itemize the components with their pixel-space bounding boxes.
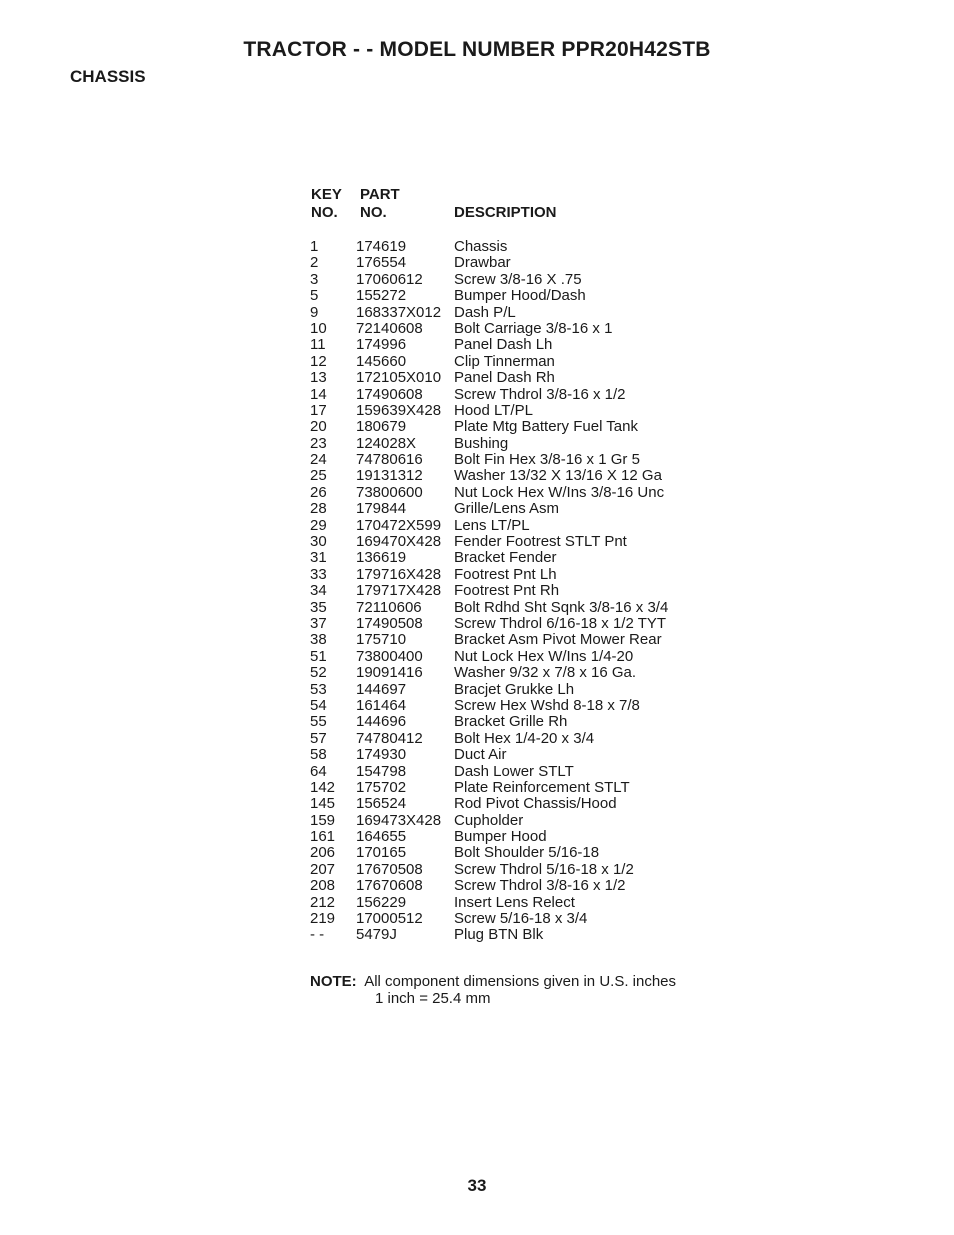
part-no: 174930	[356, 746, 407, 764]
key-no: 20	[310, 418, 327, 436]
part-description: Screw 5/16-18 x 3/4	[454, 910, 588, 928]
note-conversion: 1 inch = 25.4 mm	[375, 989, 491, 1007]
part-no: 17000512	[356, 910, 423, 928]
part-description: Insert Lens Relect	[454, 893, 575, 911]
key-no: 14	[310, 385, 327, 403]
part-description: Dash P/L	[454, 303, 516, 321]
key-no: 37	[310, 614, 327, 632]
key-no: 206	[310, 844, 336, 862]
part-description: Screw Thdrol 6/16-18 x 1/2 TYT	[454, 614, 667, 632]
part-no: 17490608	[356, 385, 423, 403]
part-no: 172105X010	[356, 369, 442, 387]
part-no: 154798	[356, 762, 407, 780]
part-no: 169470X428	[356, 533, 442, 551]
key-no: 38	[310, 631, 327, 649]
part-no: 174996	[356, 336, 407, 354]
key-no: 159	[310, 811, 336, 829]
part-no: 179716X428	[356, 565, 442, 583]
key-no: 54	[310, 696, 327, 714]
key-no-header-line2: NO.	[311, 204, 338, 221]
part-no: 17060612	[356, 270, 423, 288]
note-text: All component dimensions given in U.S. inches	[364, 973, 677, 990]
part-description: Bumper Hood/Dash	[454, 287, 586, 305]
part-no: 176554	[356, 254, 407, 272]
part-no: 170165	[356, 844, 407, 862]
part-description: Washer 13/32 X 13/16 X 12 Ga	[454, 467, 662, 485]
part-description: Plate Reinforcement STLT	[454, 778, 630, 796]
part-description: Bolt Shoulder 5/16-18	[454, 844, 600, 862]
key-no-header-line1: KEY	[311, 186, 342, 203]
part-no: 74780412	[356, 729, 423, 747]
part-no: 164655	[356, 828, 407, 846]
part-no-header-line2: NO.	[360, 204, 387, 221]
key-no: 207	[310, 860, 336, 878]
key-no: 25	[310, 467, 327, 485]
part-description: Panel Dash Lh	[454, 336, 553, 354]
part-description: Bracjet Grukke Lh	[454, 680, 575, 698]
part-description: Chassis	[454, 238, 508, 255]
part-no: 170472X599	[356, 516, 442, 534]
part-description: Duct Air	[454, 746, 507, 764]
part-no: 155272	[356, 287, 407, 305]
key-no: 3	[310, 270, 319, 288]
key-no: 52	[310, 664, 327, 682]
key-no: 13	[310, 369, 327, 387]
part-no: 145660	[356, 352, 407, 370]
key-no: 208	[310, 877, 336, 895]
part-description: Footrest Pnt Rh	[454, 582, 560, 600]
part-no: 159639X428	[356, 401, 442, 419]
part-no: 73800600	[356, 483, 423, 501]
part-description: Nut Lock Hex W/Ins 1/4-20	[454, 647, 634, 665]
key-no: 9	[310, 303, 319, 321]
key-no: 35	[310, 598, 327, 616]
key-no: 34	[310, 582, 327, 600]
key-no: 12	[310, 352, 327, 370]
key-no: 58	[310, 746, 327, 764]
key-no: 212	[310, 893, 336, 911]
part-no: 19131312	[356, 467, 423, 485]
key-no: 17	[310, 401, 327, 419]
key-no: 10	[310, 319, 327, 337]
part-no: 74780616	[356, 451, 423, 469]
part-no: 144697	[356, 680, 407, 698]
key-no: 11	[310, 336, 326, 354]
part-no: 144696	[356, 713, 407, 731]
key-no: 161	[310, 828, 336, 846]
part-no: 156229	[356, 893, 407, 911]
part-description: Bolt Hex 1/4-20 x 3/4	[454, 729, 595, 747]
key-no: 26	[310, 483, 327, 501]
part-description: Bolt Fin Hex 3/8-16 x 1 Gr 5	[454, 451, 640, 469]
key-no: 64	[310, 762, 327, 780]
part-description: Plug BTN Blk	[454, 926, 544, 944]
part-no: 169473X428	[356, 811, 442, 829]
part-description: Footrest Pnt Lh	[454, 565, 557, 583]
part-description: Washer 9/32 x 7/8 x 16 Ga.	[454, 664, 637, 682]
part-description: Screw 3/8-16 X .75	[454, 270, 582, 288]
part-description: Rod Pivot Chassis/Hood	[454, 795, 617, 813]
page-number: 33	[467, 1176, 487, 1195]
part-description: Bolt Rdhd Sht Sqnk 3/8-16 x 3/4	[454, 598, 669, 616]
part-description: Plate Mtg Battery Fuel Tank	[454, 418, 638, 436]
key-no: 24	[310, 451, 327, 469]
part-no: 73800400	[356, 647, 423, 665]
part-no: 179844	[356, 500, 407, 518]
section-heading: CHASSIS	[70, 67, 146, 86]
part-no: 180679	[356, 418, 407, 436]
key-no: 142	[310, 778, 336, 796]
key-no: 2	[310, 254, 319, 272]
part-no: 161464	[356, 696, 407, 714]
part-no: 19091416	[356, 664, 423, 682]
part-description: Bracket Fender	[454, 549, 557, 567]
key-no: 55	[310, 713, 327, 731]
key-no: 33	[310, 565, 327, 583]
key-no: 1	[310, 238, 319, 255]
part-description: Bracket Grille Rh	[454, 713, 568, 731]
part-no: 156524	[356, 795, 407, 813]
part-no: 5479J	[356, 926, 397, 944]
part-description: Drawbar	[454, 254, 511, 272]
part-description: Screw Thdrol 3/8-16 x 1/2	[454, 877, 626, 895]
part-no: 17670508	[356, 860, 423, 878]
page-title: TRACTOR - - MODEL NUMBER PPR20H42STB	[243, 38, 711, 61]
key-no: 30	[310, 533, 327, 551]
part-no: 136619	[356, 549, 407, 567]
key-no: 28	[310, 500, 327, 518]
key-no: 53	[310, 680, 327, 698]
part-no: 72140608	[356, 319, 423, 337]
part-no: 175710	[356, 631, 407, 649]
part-description: Lens LT/PL	[454, 516, 530, 534]
part-description: Grille/Lens Asm	[454, 500, 560, 518]
part-description: Screw Thdrol 5/16-18 x 1/2	[454, 860, 634, 878]
part-description: Bracket Asm Pivot Mower Rear	[454, 631, 662, 649]
part-description: Bushing	[454, 434, 509, 452]
part-description: Bolt Carriage 3/8-16 x 1	[454, 319, 613, 337]
part-description: Panel Dash Rh	[454, 369, 555, 387]
part-no: 168337X012	[356, 303, 442, 321]
part-no: 17670608	[356, 877, 423, 895]
key-no: 5	[310, 287, 319, 305]
note-label: NOTE:	[310, 973, 357, 990]
key-no: 57	[310, 729, 327, 747]
key-no: 145	[310, 795, 336, 813]
key-no: 31	[310, 549, 327, 567]
part-description: Nut Lock Hex W/Ins 3/8-16 Unc	[454, 483, 665, 501]
key-no: 29	[310, 516, 327, 534]
part-description: Fender Footrest STLT Pnt	[454, 533, 627, 551]
description-header: DESCRIPTION	[454, 204, 557, 221]
part-no: 179717X428	[356, 582, 442, 600]
part-description: Bumper Hood	[454, 828, 547, 846]
key-no: 51	[310, 647, 327, 665]
part-description: Hood LT/PL	[454, 401, 533, 419]
part-no: 17490508	[356, 614, 423, 632]
part-description: Clip Tinnerman	[454, 352, 555, 370]
note	[310, 974, 676, 1007]
part-description: Cupholder	[454, 811, 524, 829]
key-no: 219	[310, 910, 336, 928]
part-description: Screw Thdrol 3/8-16 x 1/2	[454, 385, 626, 403]
part-no: 72110606	[356, 598, 422, 616]
part-no: 124028X	[356, 434, 417, 452]
part-description: Screw Hex Wshd 8-18 x 7/8	[454, 696, 640, 714]
part-description: Dash Lower STLT	[454, 762, 574, 780]
part-no: 174619	[356, 238, 407, 255]
key-no: 23	[310, 434, 327, 452]
part-no: 175702	[356, 778, 407, 796]
key-no: - -	[310, 926, 325, 944]
part-no-header-line1: PART	[360, 186, 400, 203]
